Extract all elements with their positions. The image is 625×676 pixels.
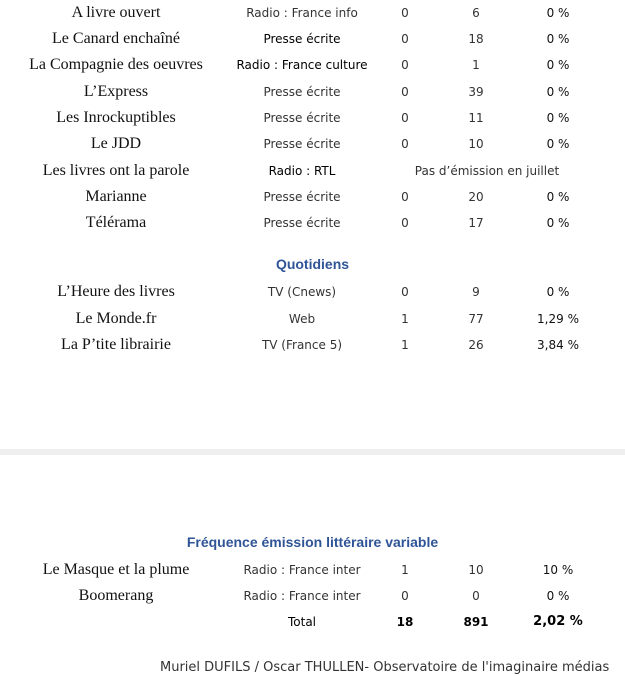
no-broadcast-note: Pas d’émission en juillet: [414, 164, 560, 178]
program-name: La Compagnie des oeuvres: [29, 56, 203, 73]
program-name: Boomerang: [78, 587, 154, 604]
media-type: Radio : France inter: [243, 589, 361, 603]
count-a: 1: [401, 338, 409, 352]
program-name: Marianne: [85, 188, 147, 205]
program-name: La P’tite librairie: [61, 336, 171, 353]
media-type: Presse écrite: [263, 32, 341, 46]
media-type: Web: [288, 312, 316, 326]
table-row: [0, 105, 625, 131]
percentage: 0 %: [546, 111, 570, 125]
count-b: 1: [472, 58, 480, 72]
count-b: 77: [468, 312, 484, 326]
media-type: TV (France 5): [261, 338, 343, 352]
table-row: [0, 26, 625, 52]
program-name: Les livres ont la parole: [42, 162, 190, 179]
media-type: Presse écrite: [263, 216, 341, 230]
count-b: 17: [468, 216, 484, 230]
count-a: 0: [401, 58, 409, 72]
percentage: 0 %: [546, 137, 570, 151]
media-type: Radio : France info: [246, 6, 358, 20]
table-row: [0, 332, 625, 358]
count-a: 0: [401, 85, 409, 99]
media-type: Radio : France culture: [236, 58, 368, 72]
percentage: 0 %: [546, 85, 570, 99]
count-b: 11: [468, 111, 484, 125]
count-a: 0: [401, 137, 409, 151]
table-row: [0, 557, 625, 583]
table-row: [0, 0, 625, 26]
media-type: TV (Cnews): [267, 285, 337, 299]
count-a: 0: [401, 285, 409, 299]
total-label: Total: [287, 615, 317, 629]
count-b: 10: [468, 563, 484, 577]
percentage: 10 %: [542, 563, 574, 577]
percentage: 0 %: [546, 285, 570, 299]
percentage: 0 %: [546, 190, 570, 204]
count-b: 18: [468, 32, 484, 46]
percentage: 1,29 %: [537, 312, 579, 326]
table-row: [0, 279, 625, 305]
program-name: Télérama: [85, 214, 147, 231]
count-a: 0: [401, 589, 409, 603]
count-a: 1: [401, 312, 409, 326]
count-a: 0: [401, 190, 409, 204]
count-b: 9: [472, 285, 480, 299]
count-b: 10: [468, 137, 484, 151]
percentage: 0 %: [546, 6, 570, 20]
page-separator: [0, 449, 625, 455]
percentage: 0 %: [546, 32, 570, 46]
media-type: Presse écrite: [263, 190, 341, 204]
program-name: Le JDD: [90, 135, 142, 152]
program-name: Les Inrockuptibles: [56, 109, 176, 126]
table-row: [0, 52, 625, 78]
section-title-quotidiens: Quotidiens: [275, 256, 350, 272]
media-type: Presse écrite: [263, 137, 341, 151]
footer-credit: Muriel DUFILS / Oscar THULLEN- Observatoire de l'imaginaire médias: [160, 660, 610, 675]
program-name: L’Express: [83, 83, 149, 100]
table-row: [0, 158, 625, 184]
count-b: 20: [468, 190, 484, 204]
total-row: [0, 609, 625, 635]
program-name: Le Canard enchaîné: [52, 30, 180, 47]
table-row: [0, 79, 625, 105]
table-row: [0, 306, 625, 332]
count-a: 0: [401, 6, 409, 20]
count-b: 6: [472, 6, 480, 20]
count-a: 1: [401, 563, 409, 577]
program-name: A livre ouvert: [71, 4, 161, 21]
program-name: L’Heure des livres: [57, 283, 175, 300]
media-type: Radio : France inter: [243, 563, 361, 577]
table-row: [0, 184, 625, 210]
count-a: 0: [401, 216, 409, 230]
program-name: Le Masque et la plume: [42, 561, 190, 578]
table-row: [0, 583, 625, 609]
percentage: 0 %: [546, 589, 570, 603]
percentage: 0 %: [546, 216, 570, 230]
count-b: 0: [472, 589, 480, 603]
media-type: Presse écrite: [263, 111, 341, 125]
count-b: 26: [468, 338, 484, 352]
percentage: 3,84 %: [537, 338, 579, 352]
count-b: 39: [468, 85, 484, 99]
table-row: [0, 210, 625, 236]
total-percentage: 2,02 %: [533, 614, 583, 629]
media-type: Radio : RTL: [268, 164, 336, 178]
percentage: 0 %: [546, 58, 570, 72]
program-name: Le Monde.fr: [75, 310, 157, 327]
count-a: 0: [401, 111, 409, 125]
total-count-a: 18: [396, 615, 414, 629]
section-title-variable: Fréquence émission littéraire variable: [186, 534, 439, 550]
count-a: 0: [401, 32, 409, 46]
media-type: Presse écrite: [263, 85, 341, 99]
table-row: [0, 131, 625, 157]
total-count-b: 891: [463, 615, 489, 629]
